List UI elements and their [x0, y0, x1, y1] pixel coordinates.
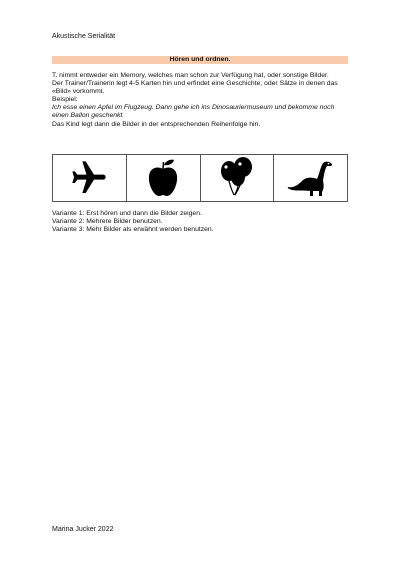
page-footer: Marina Jucker 2022 [52, 526, 114, 533]
task-text: Das Kind legt dann die Bilder in der entsprechenden Reihenfolge hin. [52, 120, 261, 128]
apple-icon [146, 158, 180, 198]
intro-text: T. nimmt entweder ein Memory, welches man schon zur Verfügung hat, oder sonstige Bilder. [52, 72, 329, 79]
page-header: Akustische Serialität [52, 33, 116, 40]
variant-2: Variante 2: Mehrere Bilder benutzen. [52, 218, 163, 226]
example-text: Ich esse einen Apfel im Flugzeug. Dann gehe ich ins Dinosauriermuseum und bekomme noch einen Ballon geschenkt. [52, 104, 335, 120]
variant-1: Variante 1: Erst hören und dann die Bilder zeigen. [52, 210, 202, 217]
picture-card-balloons [201, 155, 275, 201]
dinosaur-icon [286, 159, 336, 197]
section-title-band [52, 56, 348, 64]
picture-card-dinosaur [274, 155, 347, 201]
picture-card-apple [127, 155, 201, 201]
picture-card-row [52, 154, 348, 202]
instructions [52, 72, 352, 129]
balloons-icon [219, 157, 255, 199]
instruction-text: Der Trainer/Trainerin legt 4-5 Karten hin und erfindet eine Geschichte, oder Sätze in denen das «Bild» vorkommt. [52, 80, 338, 96]
example-label: Beispiel: [52, 96, 78, 104]
airplane-icon [69, 158, 109, 198]
variants-list [52, 210, 352, 234]
picture-card-airplane [53, 155, 127, 201]
variant-3: Variante 3: Mehr Bilder als erwähnt werden benutzen. [52, 226, 214, 234]
section-title: Hören und ordnen. [169, 56, 231, 63]
